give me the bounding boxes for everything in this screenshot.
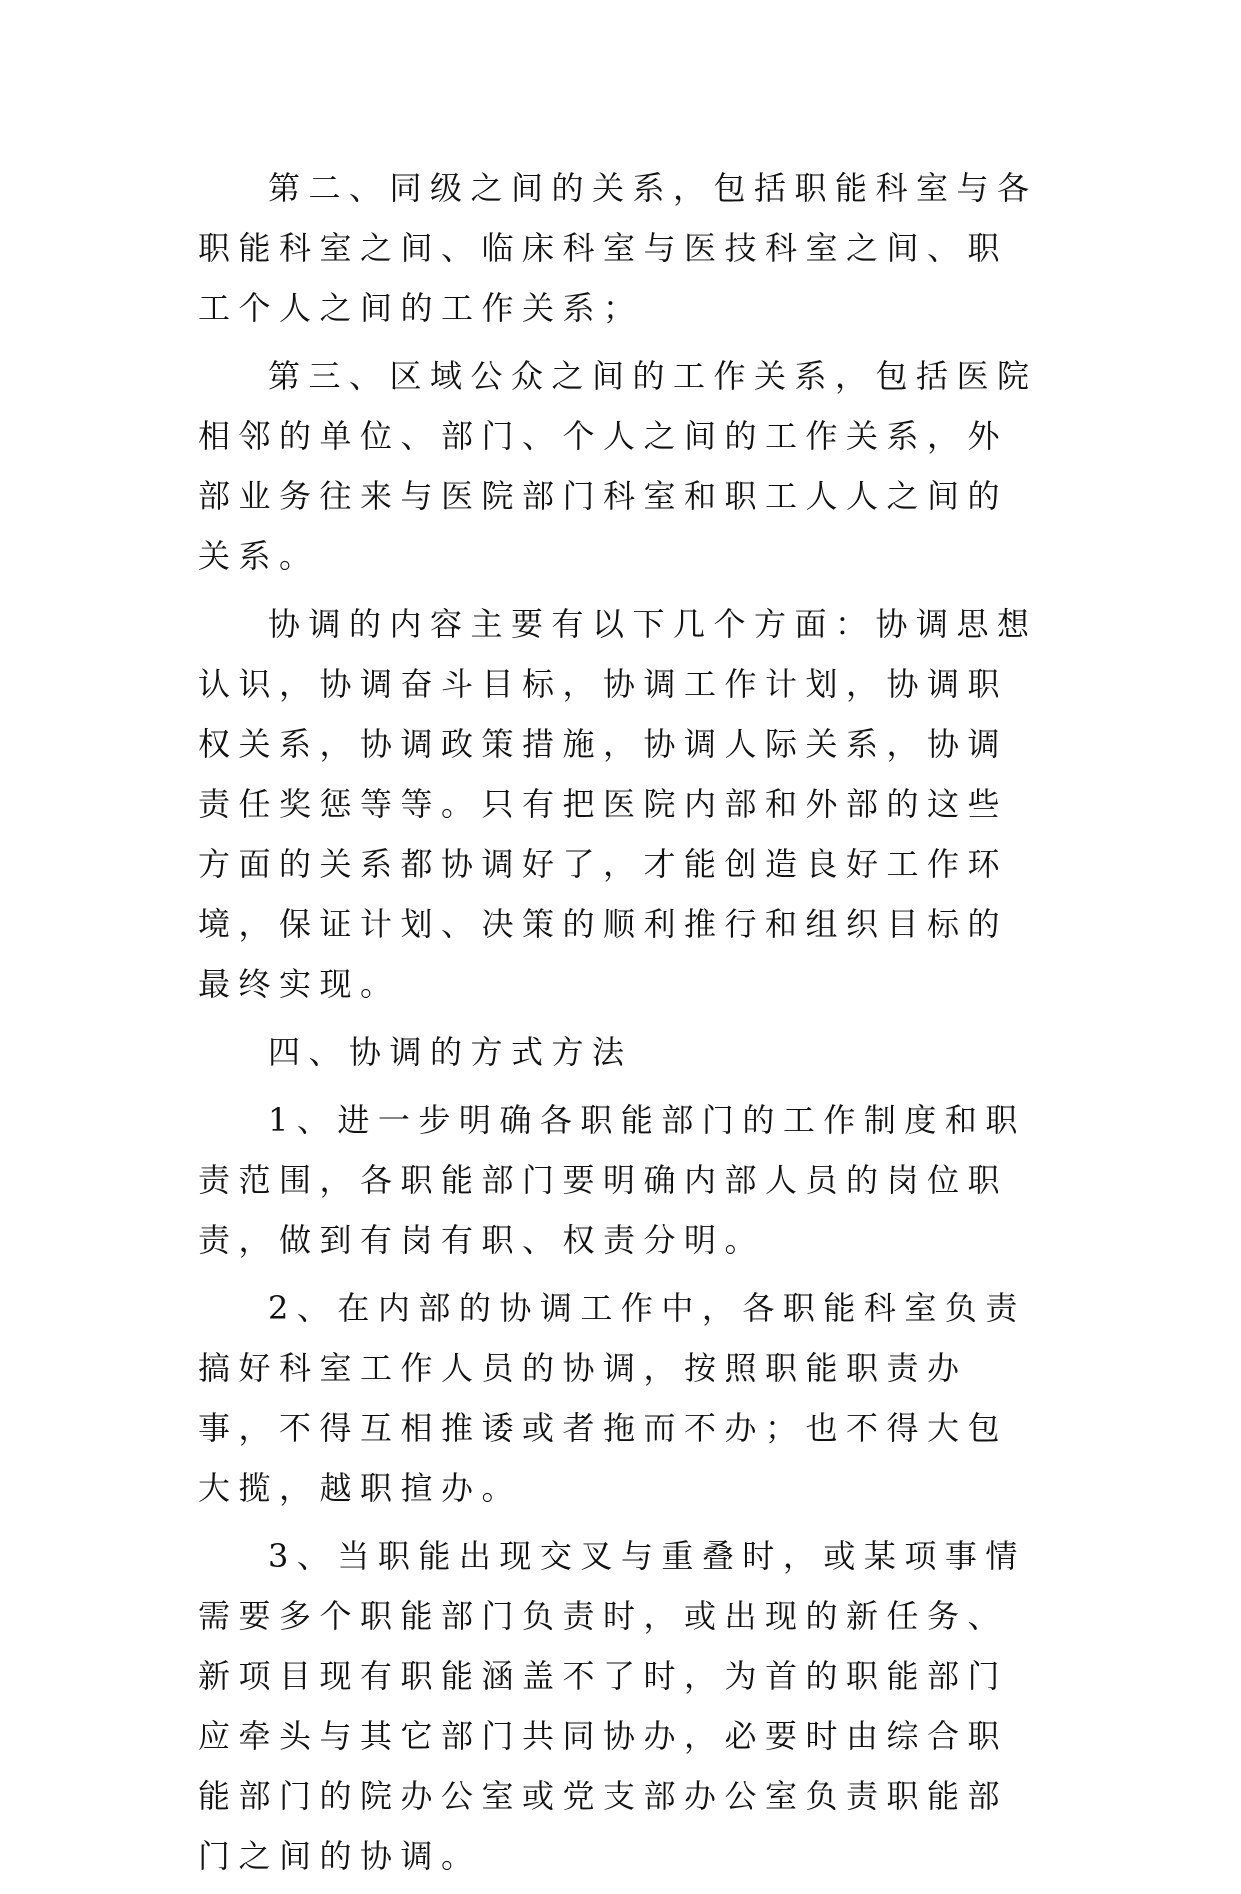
section-heading-methods: 四、协调的方式方法 [268, 1033, 633, 1071]
paragraph-coordination-content: 协调的内容主要有以下几个方面：协调思想认识，协调奋斗目标，协调工作计划，协调职权关系，协调政策措施，协调人际关系，协调责任奖惩等等。只有把医院内部和外部的这些方面的关系都协调好了，才能创造良好工作环境，保证计划、决策的顺利推行和组织目标的最终实现。 [198, 605, 1038, 1003]
paragraph-method-3: 3、当职能出现交叉与重叠时，或某项事情需要多个职能部门负责时，或出现的新任务、新项目现有职能涵盖不了时，为首的职能部门应牵头与其它部门共同协办，必要时由综合职能部门的院办公室或党支部办公室负责职能部门之间的协调。 [198, 1537, 1026, 1875]
paragraph-peer-relations: 第二、同级之间的关系，包括职能科室与各职能科室之间、临床科室与医技科室之间、职工个人之间的工作关系； [198, 169, 1038, 327]
paragraph-method-2: 2、在内部的协调工作中，各职能科室负责搞好科室工作人员的协调，按照职能职责办事，不得互相推诿或者拖而不办；也不得大包大揽，越职揎办。 [198, 1289, 1026, 1507]
paragraph-method-1: 1、进一步明确各职能部门的工作制度和职责范围，各职能部门要明确内部人员的岗位职责，做到有岗有职、权责分明。 [198, 1101, 1026, 1259]
paragraph-regional-relations: 第三、区域公众之间的工作关系，包括医院相邻的单位、部门、个人之间的工作关系，外部业务往来与医院部门科室和职工人人之间的关系。 [198, 357, 1038, 575]
document-body [198, 158, 1043, 1894]
